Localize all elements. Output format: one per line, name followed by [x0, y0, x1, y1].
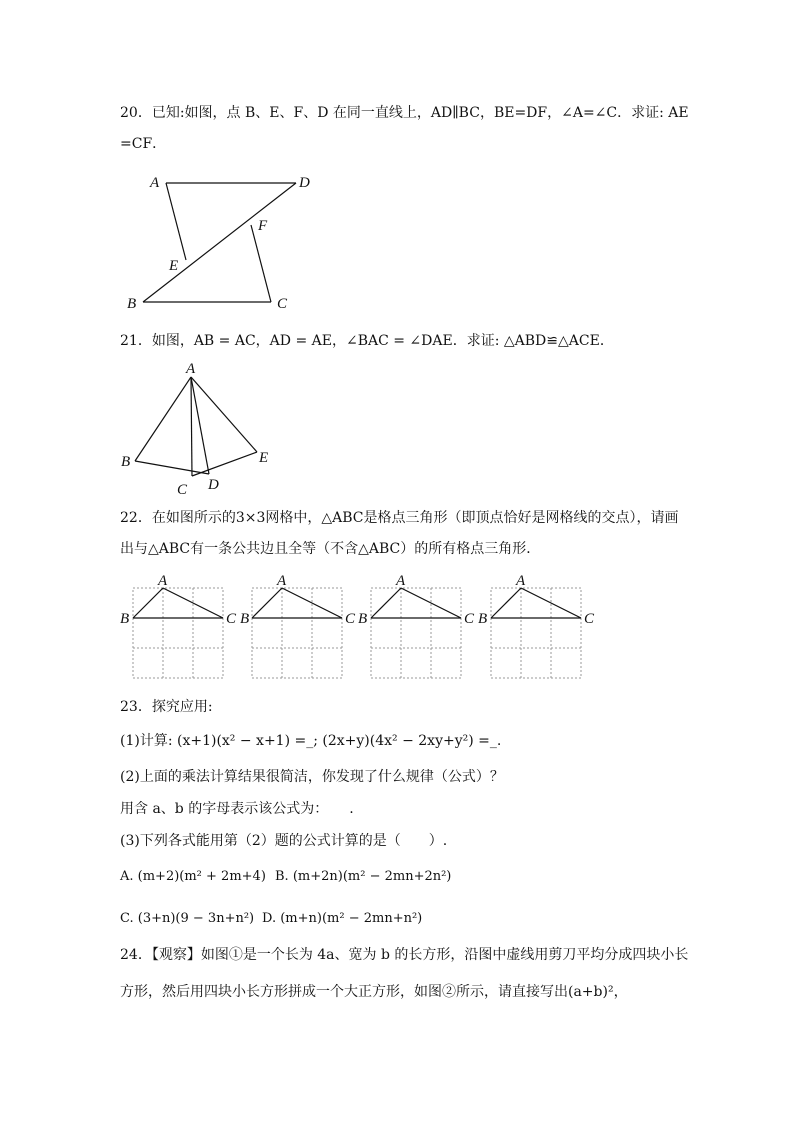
- q20-label-A: A: [150, 175, 160, 191]
- q22-grid-2-label-A: A: [277, 573, 287, 589]
- q21-label-D: D: [208, 477, 219, 493]
- q22-grid-2: [252, 573, 356, 678]
- q22-grid-2-label-B: B: [240, 611, 250, 627]
- q23-part1: (1)计算: (x+1)(x² − x+1) =_; (2x+y)(4x² − 2xy+y²) =_.: [120, 733, 502, 749]
- q21-text-line1: 21．如图，AB = AC，AD = AE，∠BAC = ∠DAE．求证: △ABD≌△ACE．: [120, 333, 614, 349]
- q22-text-line1: 22．在如图所示的3×3网格中，△ABC是格点三角形（即顶点恰好是网格线的交点），请画: [120, 510, 679, 526]
- q22-grid-1-label-B: B: [120, 611, 130, 627]
- q22-text-line2: 出与△ABC有一条公共边且全等（不含△ABC）的所有格点三角形．: [120, 541, 541, 557]
- q22-grid-4-label-A: A: [516, 573, 526, 589]
- q22-grid-1: [120, 573, 237, 678]
- q22-grid-1-label-A: A: [158, 573, 168, 589]
- q20-label-E: E: [169, 258, 179, 274]
- q23-option-C: C. (3+n)(9 − 3n+n²): [120, 911, 255, 926]
- q23-part2b: 用含 a、b 的字母表示该公式为： .: [120, 801, 354, 817]
- q20-label-C: C: [277, 296, 288, 312]
- q23-option-D: D. (m+n)(m² − 2mn+n²): [262, 911, 423, 926]
- q20-label-B: B: [127, 296, 137, 312]
- q23-option-A: A. (m+2)(m² + 2m+4): [120, 869, 266, 884]
- q20-label-D: D: [299, 175, 310, 191]
- q20-label-F: F: [258, 218, 268, 234]
- q23-heading: 23．探究应用:: [120, 699, 213, 715]
- q23-part3: (3)下列各式能用第（2）题的公式计算的是（ ）.: [120, 833, 448, 849]
- q22-grid-4-label-C: C: [584, 611, 595, 627]
- q22-grid-2-label-C: C: [345, 611, 356, 627]
- q22-grid-3-label-C: C: [464, 611, 475, 627]
- q23-option-B: B. (m+2n)(m² − 2mn+2n²): [275, 869, 452, 884]
- q22-grid-4: [478, 573, 595, 678]
- q23-part2: (2)上面的乘法计算结果很简洁，你发现了什么规律（公式）？: [120, 769, 504, 785]
- q20-text-line2: =CF．: [120, 136, 167, 152]
- q22-grid-3-label-B: B: [358, 611, 368, 627]
- q22-grid-3: [358, 573, 475, 678]
- q21-label-A: A: [186, 361, 196, 377]
- q21-label-B: B: [121, 454, 131, 470]
- q24-text-line2: 方形，然后用四块小长方形拼成一个大正方形，如图②所示，请直接写出(a+b)²，: [120, 984, 628, 1000]
- q20-text-line1: 20．已知:如图，点 B、E、F、D 在同一直线上，AD∥BC，BE=DF，∠A=∠C．求证: AE: [120, 105, 689, 121]
- q22-grid-1-label-C: C: [226, 611, 237, 627]
- q24-text-line1: 24．【观察】如图①是一个长为 4a、宽为 b 的长方形，沿图中虚线用剪刀平均分成四块小长: [120, 947, 689, 963]
- q22-grid-3-label-A: A: [396, 573, 406, 589]
- q21-label-E: E: [259, 450, 269, 466]
- q22-grid-4-label-B: B: [478, 611, 488, 627]
- q21-label-C: C: [177, 482, 188, 498]
